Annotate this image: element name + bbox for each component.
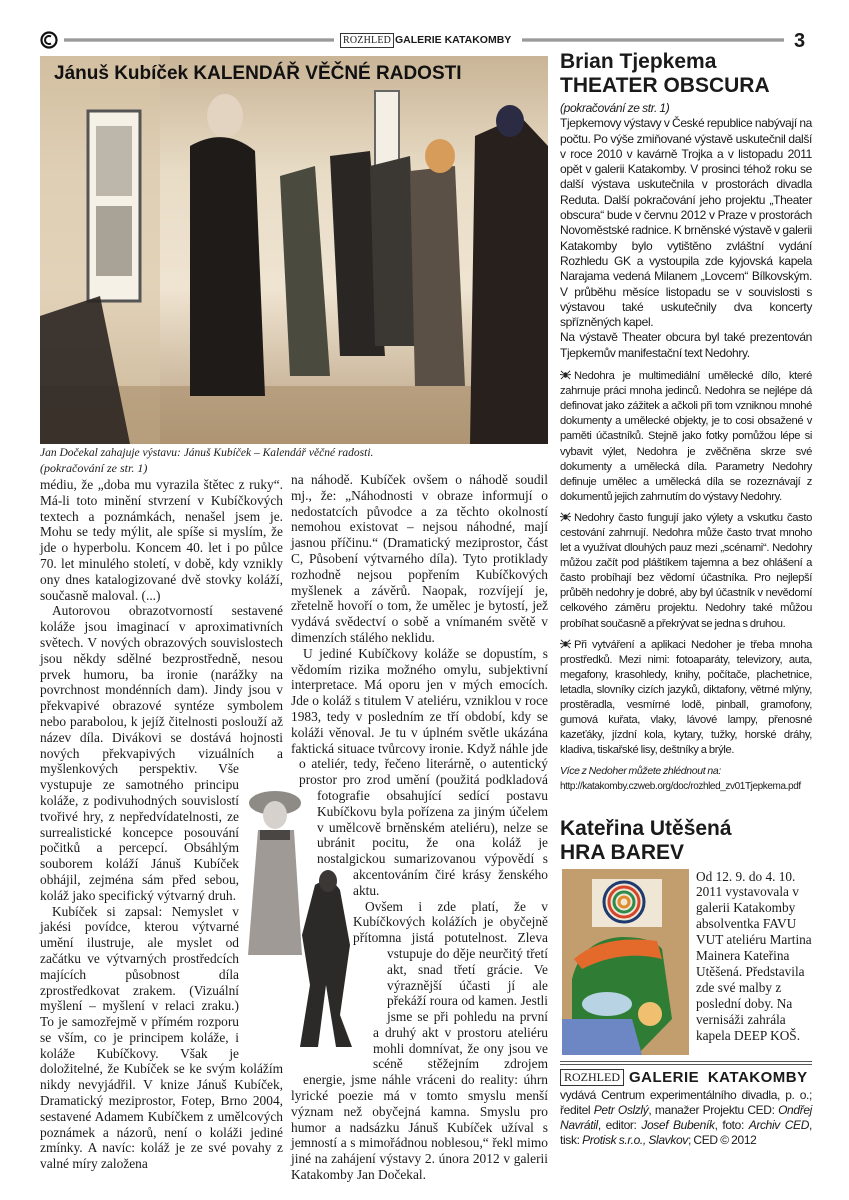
paragraph: na náhodě. Kubíček ovšem o náhodě soudil mj., že: „Náhodnosti v obraze informují o nedostatcích původce a za těchto okolností nemohou existovat – nejsou náhodné, mají jasnou příčinu.“ (Dramatický meziprostor, část C, Působení výtvarného díla). Tyto protiklady rozhodně nejsou popřením Kubíčkových myšlenek a závěrů. Naopak, rozvíjejí je, zřetelně hovoří o tom, že umělec je bytostí, jež vydává svědectví o sobě a vnímaném světě v dimenzích stálého neklidu. [291, 472, 548, 645]
photo-caption: Jan Dočekal zahajuje výstavu: Jánuš Kubíček – Kalendář věčné radosti. [40, 447, 374, 459]
imprint-title: GALERIE KATAKOMBY [629, 1068, 808, 1086]
article-title-line2: THEATER OBSCURA [560, 74, 770, 97]
more-url-link[interactable]: http://katakomby.czweb.org/doc/rozhled_zv01Tjepkema.pdf [560, 781, 801, 793]
paragraph: Ovšem i zde platí, že v Kubíčkových kolážích je obyčejně přítomna jistá potutelnost. Zleva vstupuje do děje neurčitý třetí akt, snad třetí grácie. Ve výraznější účasti jí ale překáží roura od kamen. Jestli jsme se při pohledu na první a druhý akt v prostoru ateliéru mohli domnívat, že ony jsou ve scéně stěžejním zdrojem energie, jsme náhle vráceni do reality: úhrn lyrické poezie má v tomto smyslu menší význam než obyčejná kamna. Smyslu pro humor a nadsázku Jánuš Kubíček užíval s jemností a s mimořádnou noblesou,“ řekl mimo jiné na zahájení výstavy 2. února 2012 v galerii Katakomby Jan Dočekal. [291, 898, 549, 1183]
imprint-rule [560, 1061, 812, 1065]
imprint [560, 1061, 812, 1149]
header-rozhled-box: ROZHLED [340, 33, 394, 48]
article-title-line1: Brian Tjepkema [560, 50, 717, 73]
hra-barev-text: Od 12. 9. do 4. 10. 2011 vystavovala v galerii Katakomby absolventka FAVU VUT ateliéru Martina Mainera Kateřina Utěšená. Představila zde své malby z poslední doby. Na vernisáži zahrála kapela DEEP KOŠ. [696, 868, 812, 1043]
continued-note: (pokračování ze str. 1) [40, 461, 148, 475]
paragraph: Na výstavě Theater obcura byl také prezentován Tjepkemův manifestační text Nedohry. [560, 330, 812, 360]
theater-obscura-article [560, 50, 812, 795]
manifesto-item: Nedohra je multimediální umělecké dílo, které zahrnuje práci mnoha jedinců. Nedohra se nejlépe dá definovat jako zážitek a ačkoli při tom vzniknou mnohé dokumenty a umělecké objekty, je to cosi obsažené v paměti účastníků. Stejně jako fotky pomůžou lépe si vybavit výlet, Nedohra je zvěčněna skrze své dokumenty a umělecká díla. Parametry Nedohry definuje umělec a umělecká díla se rozeznávají z dokumentů jejich zahrnutím do výstavy Nedohry. [560, 370, 812, 503]
continued-note: (pokračování ze str. 1) [560, 101, 670, 115]
article-title-line1: Kateřina Utěšená [560, 816, 732, 840]
imprint-rozhled-box: ROZHLED [560, 1069, 624, 1086]
exhibition-photo-illustration [40, 56, 548, 444]
exhibition-photo [40, 56, 548, 444]
spider-icon [560, 369, 571, 380]
imprint-text: vydává Centrum experimentálního divadla, p. o.; ředitel Petr Oslzlý, manažer Projektu CED: Ondřej Navrátil, editor: Josef Bubeník, foto: Archiv CED, tisk: Protisk s.r.o., Slavkov; CED © 2012 [560, 1087, 812, 1148]
painting-photo-illustration [562, 869, 689, 1055]
painting-photo [562, 869, 689, 1055]
paragraph: Autorovou obrazotvorností sestavené koláže jsou imaginací v aproximativních světech. V nových obrazových souvislostech jsou někdy sdělné bezprostředně, nesou prvek humoru, ba ironie (narážky na povrchnost mondénních dam). Jindy jsou v překvapivé obrazové syntéze symbolem nebo parabolou, k jejíž čitelnosti poslouží až název díla. Divákovi se dostává hojnosti nových překvapivých vizuálních a myšlenkových perspektiv. Vše vystupuje ze samotného principu koláže, z podivuhodných souvislostí tvořivé hry, z nepředvídatelnosti, ze surrealistické koncepce posouvání počitků a percepcí. Obsáhlým souborem koláží Jánuš Kubíček obhájil, zejména sám před sebou, koláž jako specifický výtvarný druh. [40, 603, 283, 903]
paragraph: U jediné Kubíčkovy koláže se dopustím, s vědomím rizika možného omylu, subjektivní interpretace. Má oporu jen v mých emocích. Jde o koláž s titulem V ateliéru, vzniklou v roce 1983, tedy v posledním ze tří období, kdy se koláži věnoval. Je tu v úplném světle ukázána faktická situace tvůrcovy ironie. Když náhle jde o ateliér, tedy, řečeno literárně, o autentický prostor pro zrod umění (použitá podkladová fotografie obsahující sedící postavu Kubíčkovu byla pořízena za jiným účelem v umělcově brněnském ateliéru), nelze se ubránit pocitu, že ona koláž je nostalgickou sumarizovanou výpovědí s akcentováním čiré krásy ženského aktu. [291, 645, 548, 898]
header-rule-left [64, 38, 334, 42]
header-rule-right [522, 38, 784, 42]
header-title: GALERIE KATAKOMBY [395, 34, 512, 46]
page-number: 3 [794, 30, 806, 52]
manifesto-item: Nedohry často fungují jako výlety a vskutku často cestování zahrnují. Nedohra může často trvat mnoho let a využívat dlouhých pauz mezi „scénami“. Nedohry můžou začít pod pláštíkem tajemna a bez ohlášení a často probíhají bez vědomí účastníka. Pro nejlepší průběh nedohry je dobré, aby byl účastník v nevědomí celkového záměru projektu. Nedohry také můžou probíhat současně a překrývat se jedna s druhou. [560, 511, 812, 630]
more-label: Více z Nedoher můžete zhlédnout na: [560, 765, 721, 778]
hra-barev-article [560, 817, 812, 1055]
spider-icon [560, 511, 571, 522]
paragraph: médiu, že „doba mu vyrazila štětec z ruky“. Má-li toto minění stvrzení v Kubíčkových textech a poznámkách, nenašel jsem je. Mohu se tedy mýlit, ale spíše si myslím, že jde o hyperbolu. Koncem 40. let i po půlce 70. let minulého století, v době, kdy vznikly ony dnes katalogizované dvě stovky koláží, současně maloval. (...) [40, 477, 283, 603]
paragraph: Kubíček si zapsal: Nemyslet v jakési povídce, kterou výtvarné umění ilustruje, ale myslet od začátku ve výtvarných prostředcích majících působnost díla zprostředkovat zrakem. (Vizuální myšlení – myšlení v relaci zraku.) To je samozřejmě v přímém rozporu se vším, co je principem koláže, i koláže Kubíčkovy. Však je doložitelné, že Kubíček se ke svým kolážím nikdy nevyjádřil. V knize Jánuš Kubíček, Dramatický meziprostor, Fotep, Brno 2004, sestavené Adamem Kubíčkem z umělcových poznámek a názorů, není o koláži jediné zmínky. A navíc: koláž je ze své povahy z valné míry založena [40, 903, 283, 1172]
manifesto-item: Při vytváření a aplikaci Nedoher je třeba mnoha prostředků. Mezi nimi: fotoaparáty, televizory, auta, megafony, krasohledy, knihy, počítače, plachetnice, letadla, slovníky cizích jazyků, diktafony, větrné mlýny, prostěradla, vesmírné lodě, pinball, gramofony, gumová kuřata, vlaky, lávové lampy, přenosné kazeťáky, jízdní kola, kytary, tužky, horské dráhy, kladiva, tiskařské lisy, deštníky a brýle. [560, 638, 812, 757]
collage-illustration [240, 785, 370, 1060]
article-title: Jánuš Kubíček KALENDÁŘ VĚČNÉ RADOSTI [54, 63, 462, 84]
ced-logo-icon [40, 31, 58, 49]
paragraph: Tjepkemovy výstavy v České republice nabývají na počtu. Po výše zmiňované výstavě uskutečnil další v roce 2010 v kavárně Trojka a v listopadu 2011 opět v galerii Katakomby. V prosinci téhož roku se další výstava uskutečnila v prostorách divadla Reduta. Další pokračování jeho projektu „Theater obscura“ bude v červnu 2012 v Praze v prostorách Novoměstské radnice. K brněnské výstavě v galerii Katakomby bylo vytištěno zvláštní vydání Rozhledu GK a vystoupila zde kyjovská kapela Narajama vedená Milanem „Lovcem“ Bílkovským. V průběhu měsíce listopadu se v souvislosti s výstavou také uskutečnily dva koncerty spřízněných kapel. [560, 116, 812, 330]
right-column [560, 50, 812, 1149]
spider-icon [560, 638, 571, 649]
article-title-line2: HRA BAREV [560, 840, 685, 864]
